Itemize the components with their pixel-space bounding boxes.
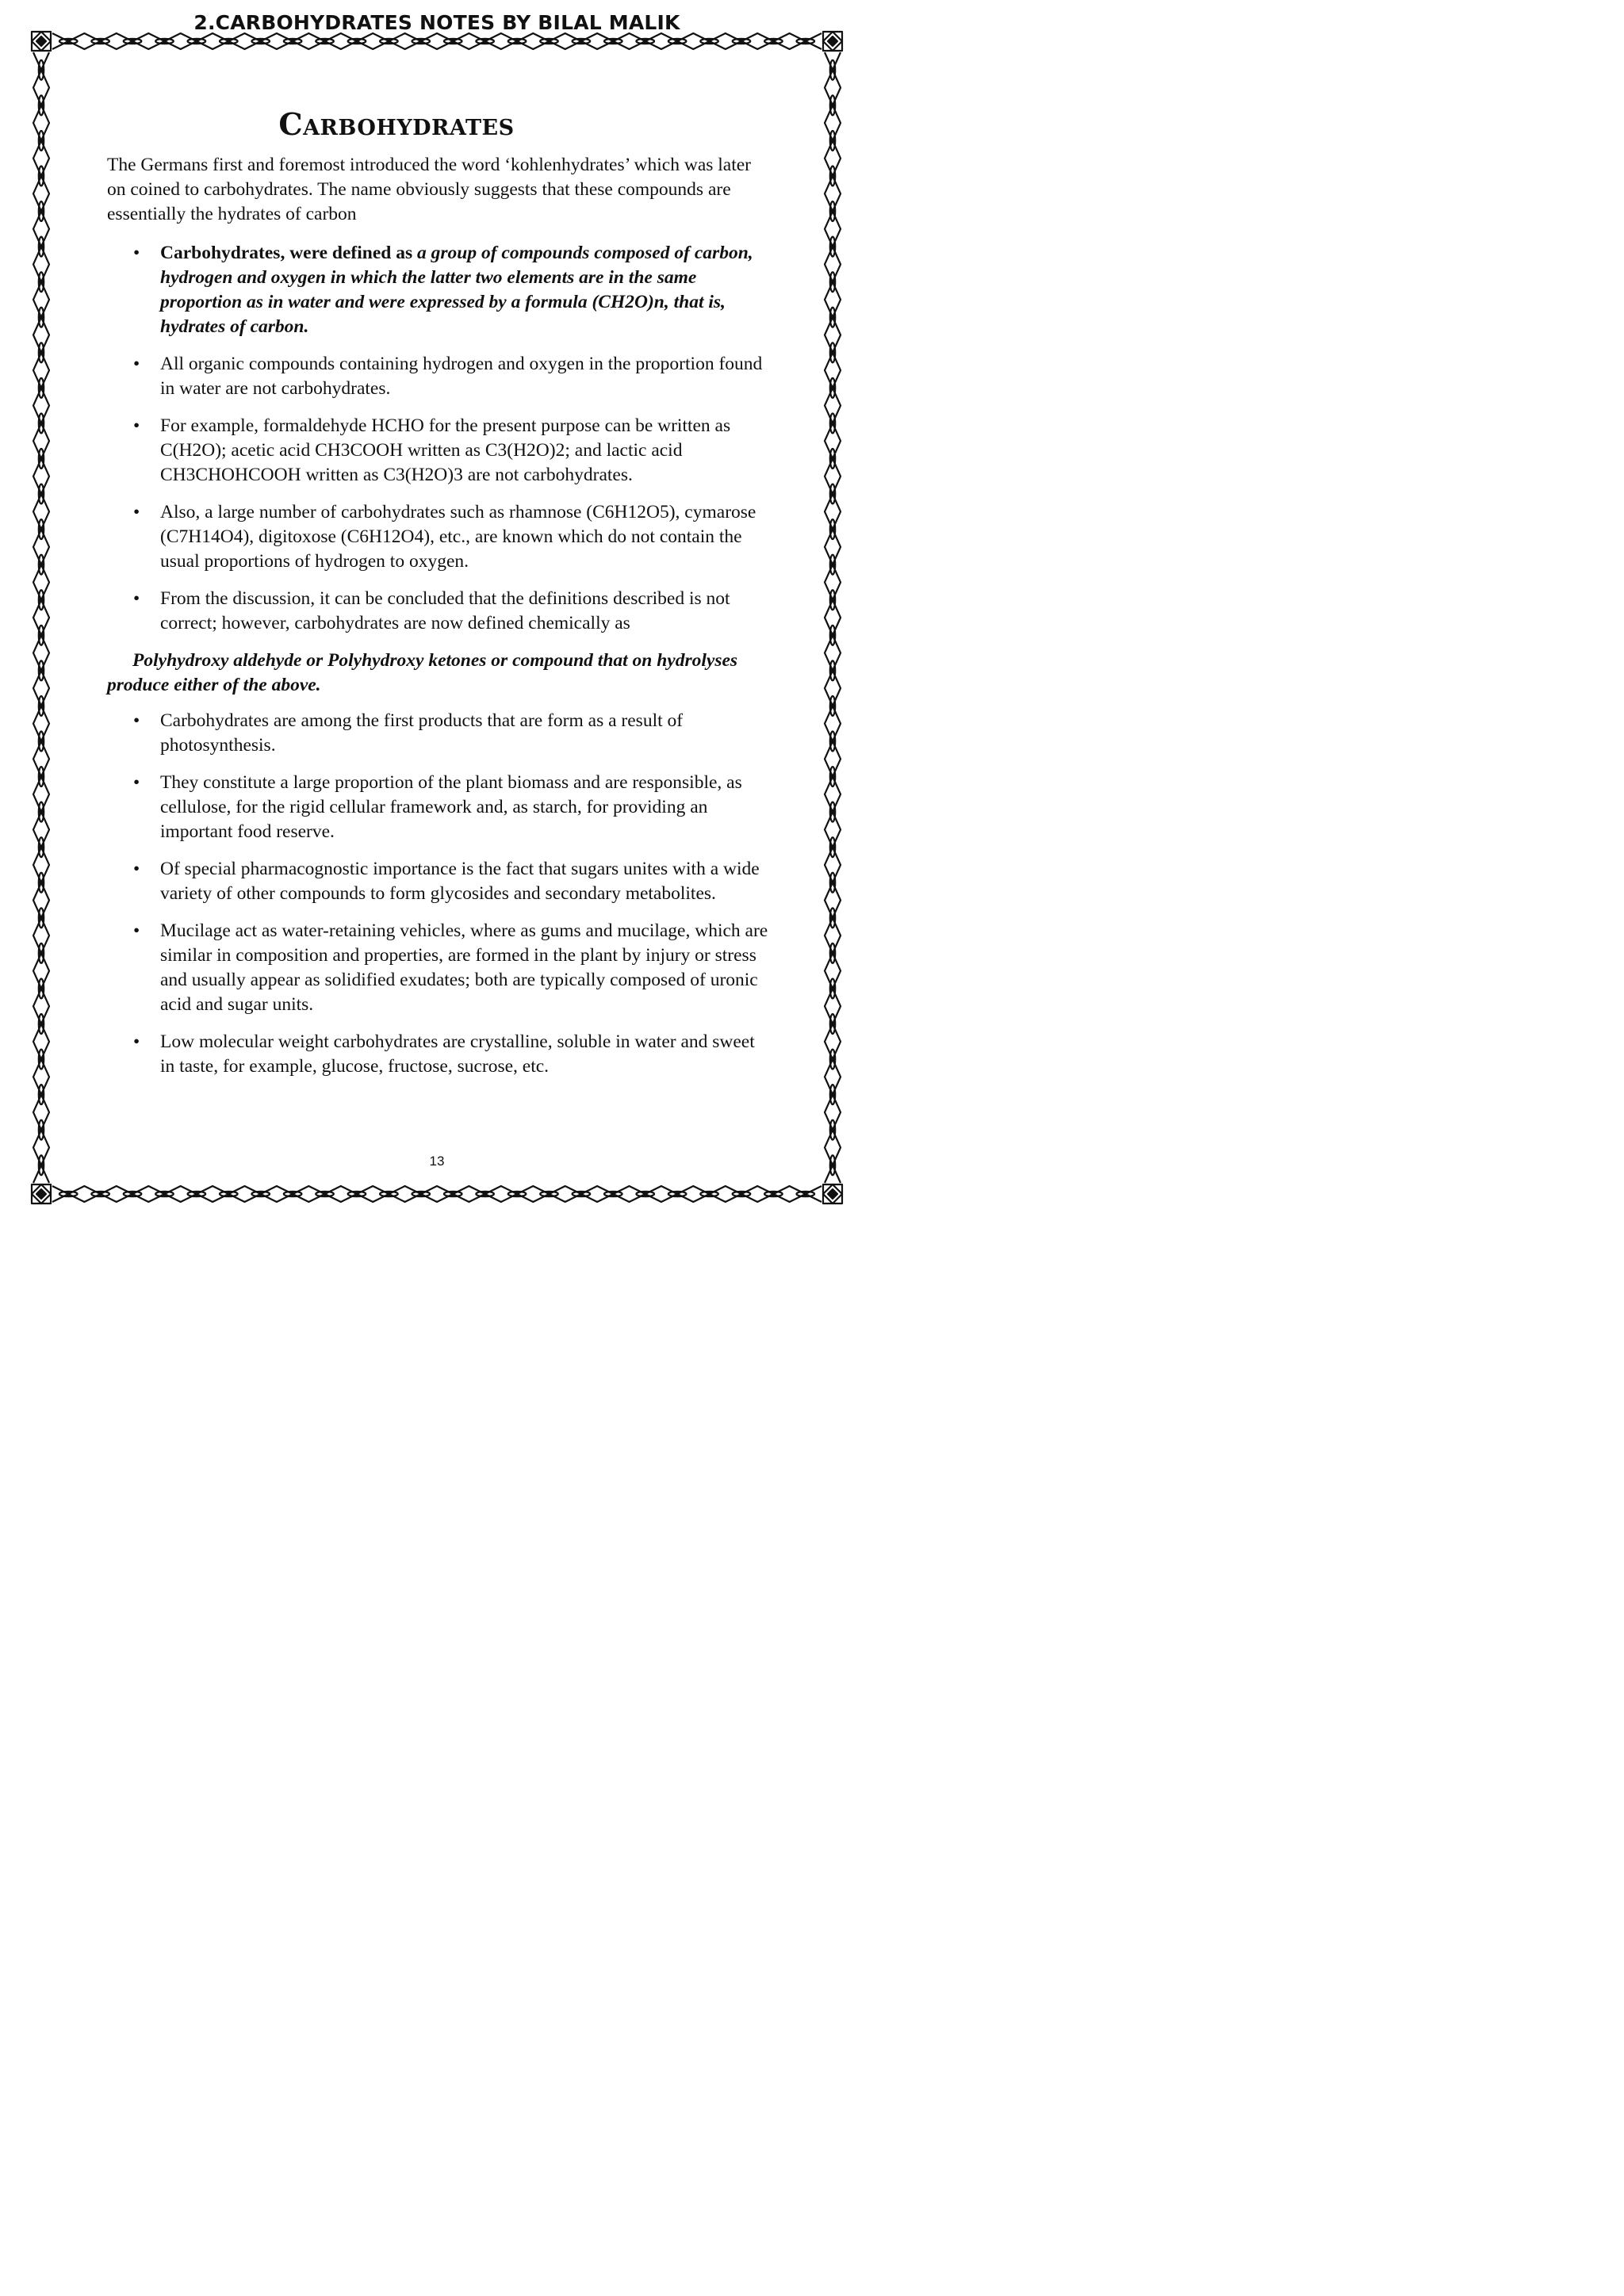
bullet-list-b	[107, 709, 773, 1079]
list-item	[133, 414, 773, 488]
list-item	[133, 500, 773, 574]
bullet-icon: •	[133, 354, 140, 374]
bullet-icon: •	[133, 588, 140, 609]
list-item	[133, 587, 773, 636]
bullet-icon: •	[133, 710, 140, 731]
list-item-text: Of special pharmacognostic importance is the fact that sugars unites with a wide variety of other compounds to form glycosides and secondary metabolites.	[160, 859, 760, 904]
bullet-icon: •	[133, 920, 140, 941]
list-item-text: All organic compounds containing hydrogen and oxygen in the proportion found in water are not carbohydrates.	[160, 354, 763, 399]
list-item-text: Carbohydrates are among the first products that are form as a result of photosynthesis.	[160, 710, 684, 756]
list-item	[133, 1030, 773, 1079]
list-item	[133, 709, 773, 758]
bullet-list-a	[107, 241, 773, 636]
bullet-icon: •	[133, 415, 140, 436]
list-item-text: From the discussion, it can be concluded that the definitions described is not correct; however, carbohydrates are now defined chemically as	[160, 588, 730, 633]
modern-definition: Polyhydroxy aldehyde or Polyhydroxy ketones or compound that on hydrolyses produce either of the above.	[107, 650, 738, 695]
bullet-icon: •	[133, 1031, 140, 1052]
bullet-icon: •	[133, 502, 140, 522]
bullet-icon: •	[133, 859, 140, 879]
list-item-text: Low molecular weight carbohydrates are crystalline, soluble in water and sweet in taste, for example, glucose, fructose, sucrose, etc.	[160, 1031, 755, 1077]
bullet-icon: •	[133, 243, 140, 263]
list-item-text: For example, formaldehyde HCHO for the present purpose can be written as C(H2O); acetic acid CH3COOH written as C3(H2O)2; and lactic acid CH3CHOHCOOH written as C3(H2O)3 are not carbohydrates.	[160, 415, 731, 485]
list-item-text: They constitute a large proportion of the plant biomass and are responsible, as cellulose, for the rigid cellular framework and, as starch, for providing an important food reserve.	[160, 772, 742, 842]
list-item-text: Mucilage act as water-retaining vehicles, where as gums and mucilage, which are similar in composition and properties, are formed in the plant by injury or stress and usually appear as solidified exudates; both are typically composed of uronic acid and sugar units.	[160, 920, 768, 1015]
intro-paragraph: The Germans first and foremost introduced the word ‘kohlenhydrates’ which was later on coined to carbohydrates. The name obviously suggests that these compounds are essentially the hydrates of carbon	[107, 155, 752, 224]
document-header: 2.CARBOHYDRATES NOTES BY BILAL MALIK	[193, 11, 680, 34]
definition-lead: Carbohydrates, were defined as	[160, 243, 417, 263]
list-item	[133, 241, 773, 339]
historic-definition: a group of compounds composed of carbon, hydrogen and oxygen in which the latter two elements are in the same proportion as in water and were expressed by a formula (CH2O)n, that is, hydrates of carbon.	[160, 243, 753, 337]
list-item-text: Also, a large number of carbohydrates such as rhamnose (C6H12O5), cymarose (C7H14O4), digitoxose (C6H12O4), etc., are known which do not contain the usual proportions of hydrogen to oxygen.	[160, 502, 756, 572]
list-item	[133, 919, 773, 1017]
page-title: Carbohydrates	[278, 106, 515, 142]
main-content	[107, 153, 773, 1092]
page-number: 13	[429, 1154, 445, 1169]
list-item	[133, 771, 773, 844]
list-item	[133, 857, 773, 906]
list-item	[133, 352, 773, 401]
bullet-icon: •	[133, 772, 140, 793]
